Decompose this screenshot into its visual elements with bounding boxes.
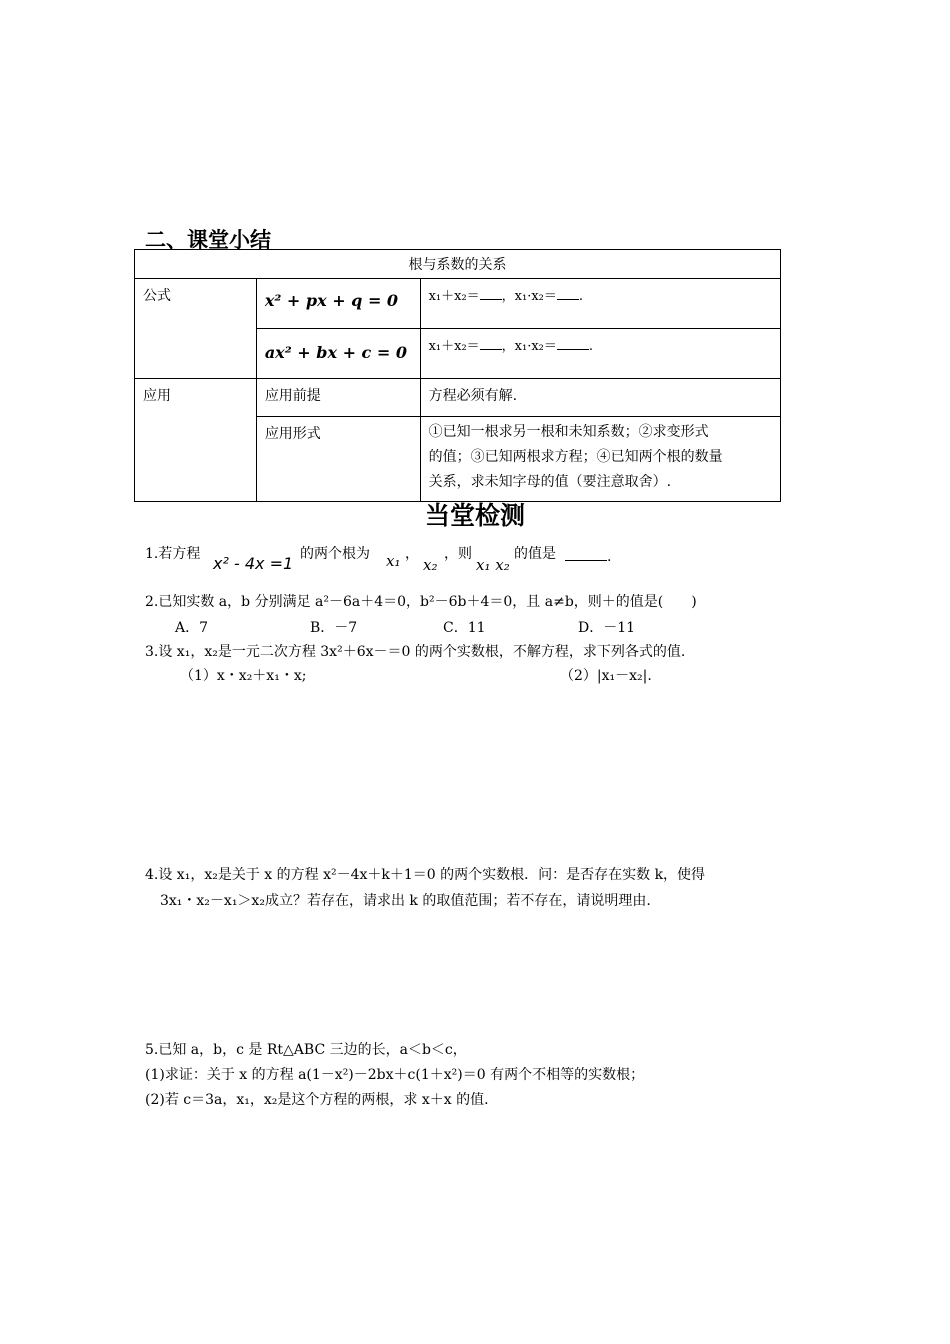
question-4-line-2: 3x₁・x₂－x₁＞x₂成立？若存在，请求出 k 的取值范围；若不存在，请说明理由. xyxy=(160,893,651,909)
premise-label: 应用前提 xyxy=(256,379,420,417)
summary-table xyxy=(134,249,781,502)
question-1-suffix: 的值是 xyxy=(514,546,556,562)
question-1-answer-blank[interactable] xyxy=(565,548,607,561)
form-label: 应用形式 xyxy=(256,417,420,502)
question-2-option-a: A．7 xyxy=(175,620,209,636)
question-2-option-d: D．－11 xyxy=(578,620,636,636)
question-3-part-2: （2）|x₁－x₂|. xyxy=(560,668,652,684)
eq2-relations: x₁＋x₂＝ ，x₁·x₂＝ . xyxy=(420,329,780,379)
question-1-x2: x₂ xyxy=(423,556,438,574)
question-1-then: ，则 xyxy=(444,546,472,562)
question-5-line-3: (2)若 c＝3a，x₁，x₂是这个方程的两根，求 x＋x 的值. xyxy=(145,1092,489,1108)
question-2-option-b: B．－7 xyxy=(310,620,358,636)
question-2-option-c: C．11 xyxy=(443,620,486,636)
question-3: 3.设 x₁，x₂是一元二次方程 3x²＋6x－＝0 的两个实数根，不解方程，求下列各式的值. xyxy=(145,644,686,660)
question-4-line-1: 4.设 x₁，x₂是关于 x 的方程 x²－4x＋k＋1＝0 的两个实数根．问：是否存在实数 k，使得 xyxy=(145,867,706,883)
blank-product-2[interactable] xyxy=(557,337,589,350)
quiz-title: 当堂检测 xyxy=(424,501,525,530)
section-title: 二、课堂小结 xyxy=(145,228,271,252)
question-5-line-2: (1)求证：关于 x 的方程 a(1－x²)－2bx＋c(1＋x²)＝0 有两个不相等的实数根； xyxy=(145,1067,645,1083)
question-1-mid: 的两个根为 xyxy=(300,546,370,562)
question-1-equation: x² - 4x =1 xyxy=(213,554,294,573)
blank-sum-1[interactable] xyxy=(480,287,502,300)
form-text: ①已知一根求另一根和未知系数；②求变形式 的值；③已知两根求方程；④已知两个根的数量 关系，求未知字母的值（要注意取舍）. xyxy=(420,417,780,502)
question-1-expression: x₁ x₂ xyxy=(476,556,510,574)
question-2: 2.已知实数 a，b 分别满足 a²－6a＋4＝0，b²－6b＋4＝0，且 a≠b，则＋的值是( ) xyxy=(145,594,697,610)
premise-text: 方程必须有解. xyxy=(420,379,780,417)
eq1-relations: x₁＋x₂＝ ，x₁·x₂＝ . xyxy=(420,279,780,329)
equation-1: x² + px + q = 0 xyxy=(264,291,399,310)
question-1-comma: ， xyxy=(405,546,419,562)
question-1-x1: x₁ xyxy=(386,552,401,570)
equation-2: ax² + bx + c = 0 xyxy=(264,343,407,362)
blank-sum-2[interactable] xyxy=(480,337,502,350)
formula-label: 公式 xyxy=(135,279,257,379)
question-5-line-1: 5.已知 a，b，c 是 Rt△ABC 三边的长，a＜b＜c， xyxy=(145,1042,467,1058)
blank-product-1[interactable] xyxy=(557,287,579,300)
question-1-prefix: 1.若方程 xyxy=(145,546,201,562)
table-caption: 根与系数的关系 xyxy=(135,250,781,279)
application-label: 应用 xyxy=(135,379,257,502)
question-3-part-1: （1）x・x₂＋x₁・x; xyxy=(180,668,307,684)
